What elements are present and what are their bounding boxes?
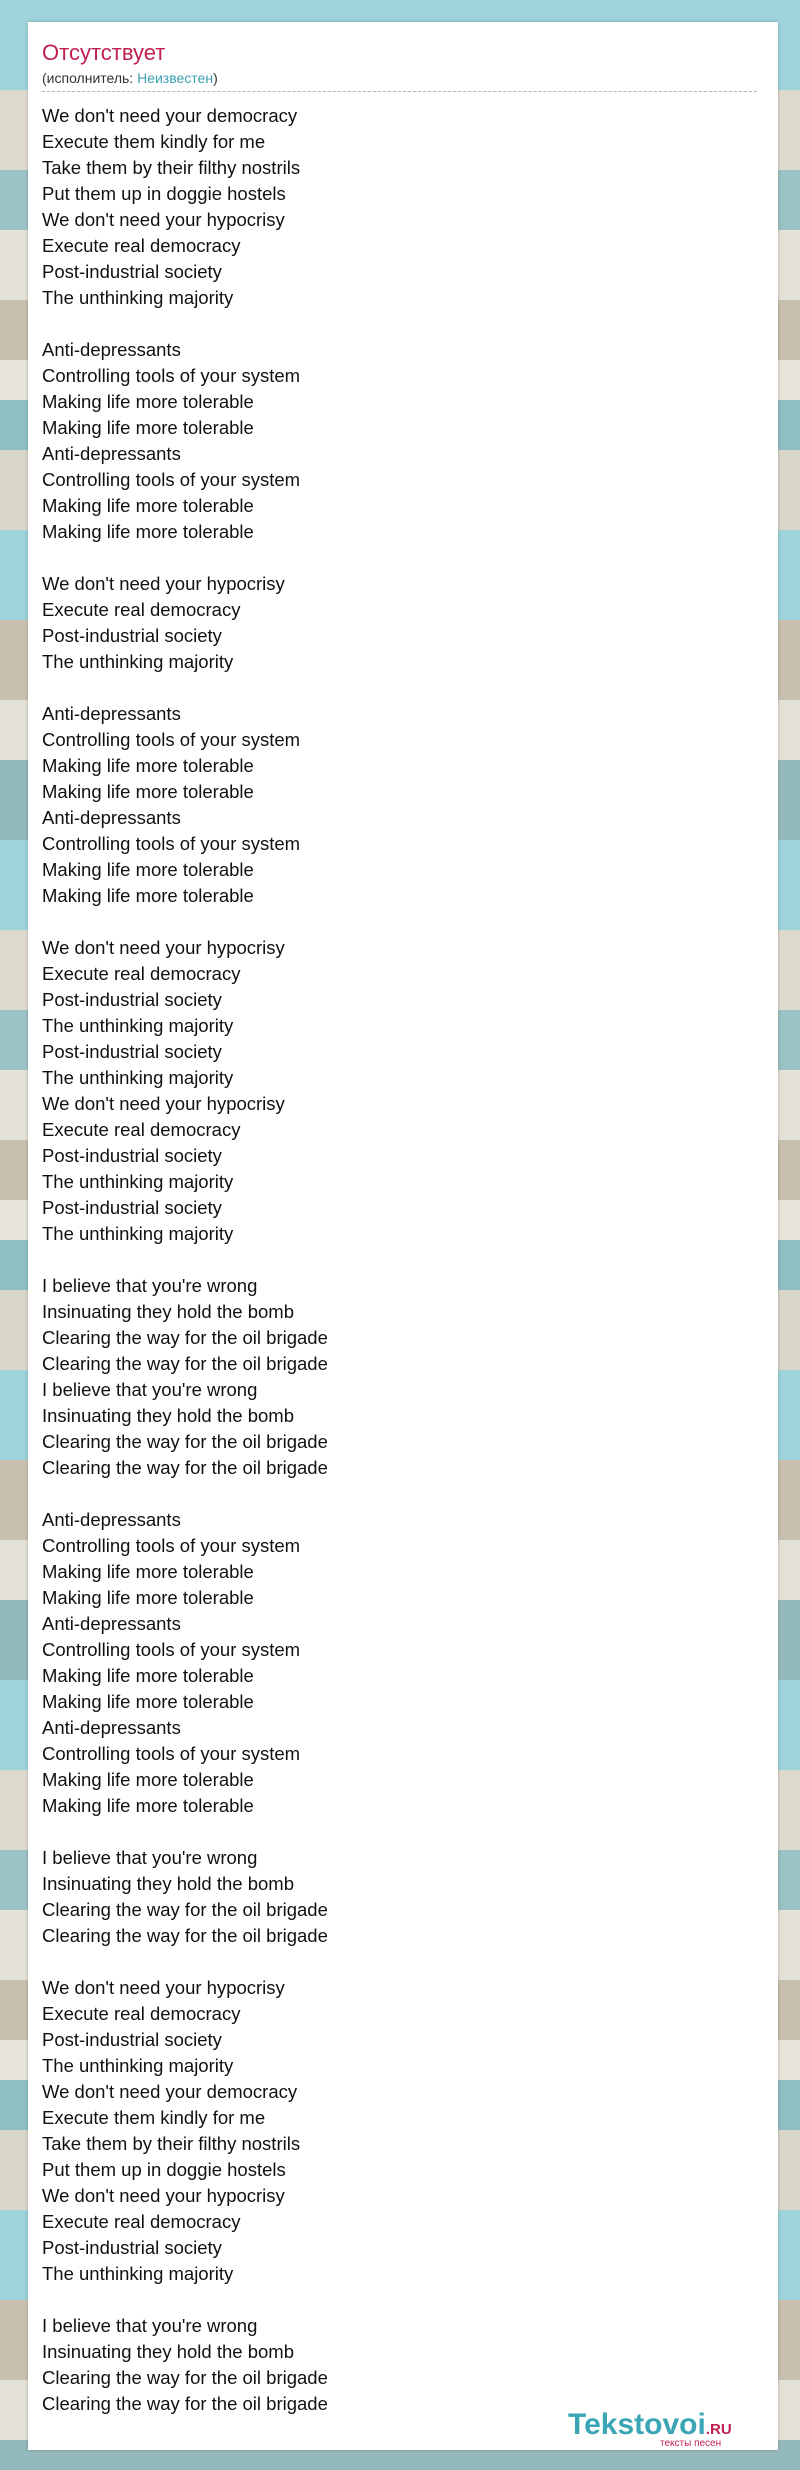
lyric-line: Execute real democracy: [42, 235, 241, 256]
lyrics-stanza: [42, 571, 762, 675]
lyric-line: The unthinking majority: [42, 1171, 234, 1192]
lyric-line: Anti-depressants: [42, 1717, 181, 1738]
lyric-line: Making life more tolerable: [42, 885, 254, 906]
lyric-line: Post-industrial society: [42, 989, 222, 1010]
lyrics-text: [42, 103, 762, 2417]
lyric-line: We don't need your hypocrisy: [42, 937, 285, 958]
lyric-line: Making life more tolerable: [42, 781, 254, 802]
artist-link[interactable]: Неизвестен: [137, 70, 214, 86]
lyric-line: We don't need your hypocrisy: [42, 209, 285, 230]
lyric-line: Clearing the way for the oil brigade: [42, 1431, 328, 1452]
lyric-line: Making life more tolerable: [42, 1691, 254, 1712]
lyric-line: Controlling tools of your system: [42, 1743, 301, 1764]
lyric-line: Take them by their filthy nostrils: [42, 2133, 301, 2154]
lyrics-sheet: [28, 22, 778, 2450]
artist-suffix: ): [213, 70, 218, 86]
lyrics-stanza: [42, 2313, 762, 2417]
lyric-line: Post-industrial society: [42, 1041, 222, 1062]
lyric-line: Making life more tolerable: [42, 417, 254, 438]
lyric-line: I believe that you're wrong: [42, 1379, 258, 1400]
lyric-line: We don't need your hypocrisy: [42, 1093, 285, 1114]
lyric-line: Clearing the way for the oil brigade: [42, 2393, 328, 2414]
lyric-line: Making life more tolerable: [42, 755, 254, 776]
lyric-line: Anti-depressants: [42, 1509, 181, 1530]
lyric-line: Anti-depressants: [42, 1613, 181, 1634]
lyrics-stanza: [42, 1507, 762, 1819]
lyric-line: The unthinking majority: [42, 1223, 234, 1244]
lyrics-stanza: [42, 935, 762, 1247]
lyric-line: Controlling tools of your system: [42, 365, 301, 386]
lyric-line: Execute real democracy: [42, 599, 241, 620]
lyric-line: The unthinking majority: [42, 287, 234, 308]
lyric-line: Insinuating they hold the bomb: [42, 2341, 294, 2362]
lyric-line: We don't need your democracy: [42, 105, 298, 126]
lyric-line: Post-industrial society: [42, 2029, 222, 2050]
lyric-line: Post-industrial society: [42, 2237, 222, 2258]
lyric-line: Anti-depressants: [42, 703, 181, 724]
lyric-line: We don't need your hypocrisy: [42, 573, 285, 594]
lyric-line: Put them up in doggie hostels: [42, 183, 286, 204]
lyric-line: Execute real democracy: [42, 963, 241, 984]
lyrics-stanza: [42, 1845, 762, 1949]
lyrics-stanza: [42, 1273, 762, 1481]
lyric-line: Post-industrial society: [42, 625, 222, 646]
lyric-line: The unthinking majority: [42, 2263, 234, 2284]
lyric-line: Execute real democracy: [42, 2211, 241, 2232]
lyric-line: We don't need your hypocrisy: [42, 2185, 285, 2206]
lyric-line: Controlling tools of your system: [42, 729, 301, 750]
lyric-line: Clearing the way for the oil brigade: [42, 1925, 328, 1946]
lyric-line: Post-industrial society: [42, 261, 222, 282]
lyric-line: The unthinking majority: [42, 1015, 234, 1036]
lyric-line: Take them by their filthy nostrils: [42, 157, 301, 178]
lyric-line: Making life more tolerable: [42, 859, 254, 880]
lyric-line: Making life more tolerable: [42, 1561, 254, 1582]
lyric-line: Making life more tolerable: [42, 1769, 254, 1790]
lyric-line: Insinuating they hold the bomb: [42, 1873, 294, 1894]
lyric-line: The unthinking majority: [42, 651, 234, 672]
lyric-line: Insinuating they hold the bomb: [42, 1301, 294, 1322]
lyric-line: Clearing the way for the oil brigade: [42, 1353, 328, 1374]
lyric-line: We don't need your hypocrisy: [42, 1977, 285, 1998]
lyric-line: Making life more tolerable: [42, 1665, 254, 1686]
logo-tld: .RU: [705, 2421, 732, 2438]
artist-prefix: (исполнитель:: [42, 70, 138, 86]
lyric-line: Controlling tools of your system: [42, 469, 301, 490]
lyric-line: Anti-depressants: [42, 339, 181, 360]
lyric-line: The unthinking majority: [42, 1067, 234, 1088]
lyrics-stanza: [42, 1975, 762, 2287]
lyric-line: Clearing the way for the oil brigade: [42, 2367, 328, 2388]
logo-name: Tekstovoi: [568, 2408, 706, 2441]
lyric-line: Clearing the way for the oil brigade: [42, 1327, 328, 1348]
lyric-line: I believe that you're wrong: [42, 2315, 258, 2336]
lyric-line: Execute them kindly for me: [42, 2107, 266, 2128]
lyrics-stanza: [42, 103, 762, 311]
lyric-line: Making life more tolerable: [42, 495, 254, 516]
lyric-line: Put them up in doggie hostels: [42, 2159, 286, 2180]
lyric-line: Making life more tolerable: [42, 1587, 254, 1608]
lyric-line: Post-industrial society: [42, 1197, 222, 1218]
lyric-line: The unthinking majority: [42, 2055, 234, 2076]
lyric-line: Insinuating they hold the bomb: [42, 1405, 294, 1426]
song-title: Отсутствует: [42, 40, 166, 65]
artist-line: [42, 69, 218, 87]
lyric-line: Clearing the way for the oil brigade: [42, 1899, 328, 1920]
lyric-line: Anti-depressants: [42, 807, 181, 828]
lyric-line: I believe that you're wrong: [42, 1275, 258, 1296]
lyric-line: Execute them kindly for me: [42, 131, 266, 152]
lyric-line: Making life more tolerable: [42, 391, 254, 412]
site-logo[interactable]: [568, 2408, 768, 2449]
lyric-line: Execute real democracy: [42, 1119, 241, 1140]
lyric-line: Controlling tools of your system: [42, 1639, 301, 1660]
header-divider: [42, 91, 757, 92]
lyric-line: Making life more tolerable: [42, 1795, 254, 1816]
lyric-line: Clearing the way for the oil brigade: [42, 1457, 328, 1478]
lyric-line: We don't need your democracy: [42, 2081, 298, 2102]
lyric-line: Anti-depressants: [42, 443, 181, 464]
lyric-line: Making life more tolerable: [42, 521, 254, 542]
lyric-line: I believe that you're wrong: [42, 1847, 258, 1868]
lyrics-stanza: [42, 701, 762, 909]
lyric-line: Execute real democracy: [42, 2003, 241, 2024]
lyrics-stanza: [42, 337, 762, 545]
lyric-line: Controlling tools of your system: [42, 1535, 301, 1556]
lyric-line: Controlling tools of your system: [42, 833, 301, 854]
lyric-line: Post-industrial society: [42, 1145, 222, 1166]
logo-tagline: тексты песен: [660, 2438, 722, 2449]
